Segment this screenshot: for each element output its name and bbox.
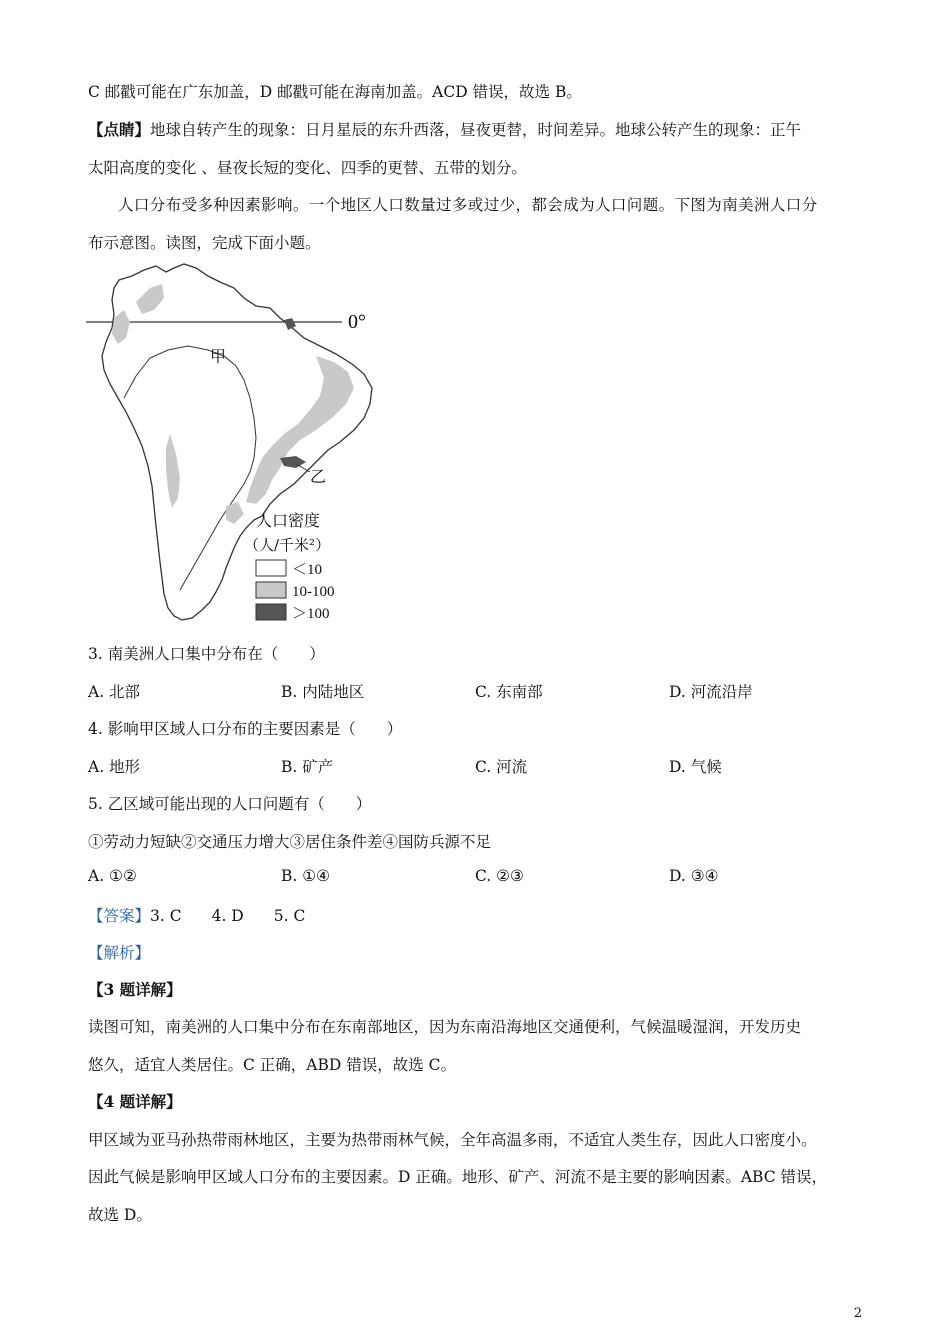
q4-option-b: B. 矿产: [281, 758, 334, 776]
q5-option-c: C. ②③: [475, 867, 524, 885]
answer-3: 3. C: [150, 907, 182, 925]
answer-tag: 【答案】: [88, 907, 151, 925]
q4-stem: 4. 影响甲区域人口分布的主要因素是（ ）: [88, 720, 403, 738]
legend-swatch-mid: [256, 582, 286, 598]
equator-label: 0°: [348, 311, 366, 333]
q3-option-d: D. 河流沿岸: [669, 683, 753, 701]
passage-line-2: 布示意图。读图，完成下面小题。: [88, 234, 321, 252]
q5-option-d: D. ③④: [669, 867, 719, 885]
dianjing-line: [88, 118, 801, 140]
q4-detail-line-2: 因此气候是影响甲区域人口分布的主要因素。D 正确。地形、矿产、河流不是主要的影响因素。ABC 错误，: [88, 1168, 828, 1186]
answer-line: [88, 904, 305, 926]
q3-detail-heading: 【3 题详解】: [88, 980, 182, 999]
intro-line-1: C 邮戳可能在广东加盖，D 邮戳可能在海南加盖。ACD 错误，故选 B。: [88, 83, 582, 101]
q5-stem: 5. 乙区域可能出现的人口问题有（ ）: [88, 795, 372, 813]
q3-detail-line-2: 悠久，适宜人类居住。C 正确，ABD 错误，故选 C。: [88, 1056, 457, 1074]
q3-stem: 3. 南美洲人口集中分布在（ ）: [88, 645, 325, 663]
q4-option-a: A. 地形: [88, 758, 141, 776]
q3-option-a: A. 北部: [88, 683, 141, 701]
q3-detail-line-1: 读图可知，南美洲的人口集中分布在东南部地区，因为东南沿海地区交通便利，气候温暖湿润，开发历史: [88, 1018, 802, 1036]
q4-option-c: C. 河流: [475, 758, 528, 776]
q4-detail-heading: 【4 题详解】: [88, 1092, 182, 1111]
q4-option-d: D. 气候: [669, 758, 722, 776]
label-jia: 甲: [210, 347, 227, 366]
q5-option-a: A. ①②: [88, 867, 137, 885]
passage-line-1: 人口分布受多种因素影响。一个地区人口数量过多或过少，都会成为人口问题。下图为南美洲人口分: [118, 196, 818, 214]
page-number: 2: [853, 1306, 862, 1321]
legend-unit: （人/千米²）: [244, 536, 331, 554]
q4-detail-line-3: 故选 D。: [88, 1206, 152, 1224]
legend-item-mid: 10-100: [292, 584, 335, 600]
legend-title: 人口密度: [256, 511, 321, 530]
intro-line-3: 太阳高度的变化 、昼夜长短的变化、四季的更替、五带的划分。: [88, 159, 527, 177]
analysis-tag: 【解析】: [88, 944, 151, 962]
answer-5: 5. C: [273, 907, 306, 925]
legend-item-high: ＞100: [292, 606, 330, 622]
answer-4: 4. D: [211, 907, 244, 925]
q5-items: ①劳动力短缺②交通压力增大③居住条件差④国防兵源不足: [88, 833, 492, 851]
q4-detail-line-1: 甲区域为亚马孙热带雨林地区，主要为热带雨林气候，全年高温多雨，不适宜人类生存，因此人口密度小。: [88, 1131, 817, 1149]
q3-option-b: B. 内陆地区: [281, 683, 365, 701]
continent-outline: [102, 264, 372, 620]
dianjing-tag: 【点睛】: [88, 120, 151, 139]
q3-option-c: C. 东南部: [475, 683, 543, 701]
legend-item-low: ＜10: [292, 562, 323, 578]
label-yi: 乙: [310, 467, 327, 486]
q5-option-b: B. ①④: [281, 867, 331, 885]
south-america-population-map: [84, 258, 384, 630]
legend-swatch-high: [256, 604, 286, 620]
dianjing-text: 地球自转产生的现象：日月星辰的东升西落，昼夜更替，时间差异。地球公转产生的现象：正午: [150, 121, 802, 139]
legend-swatch-low: [256, 560, 286, 576]
